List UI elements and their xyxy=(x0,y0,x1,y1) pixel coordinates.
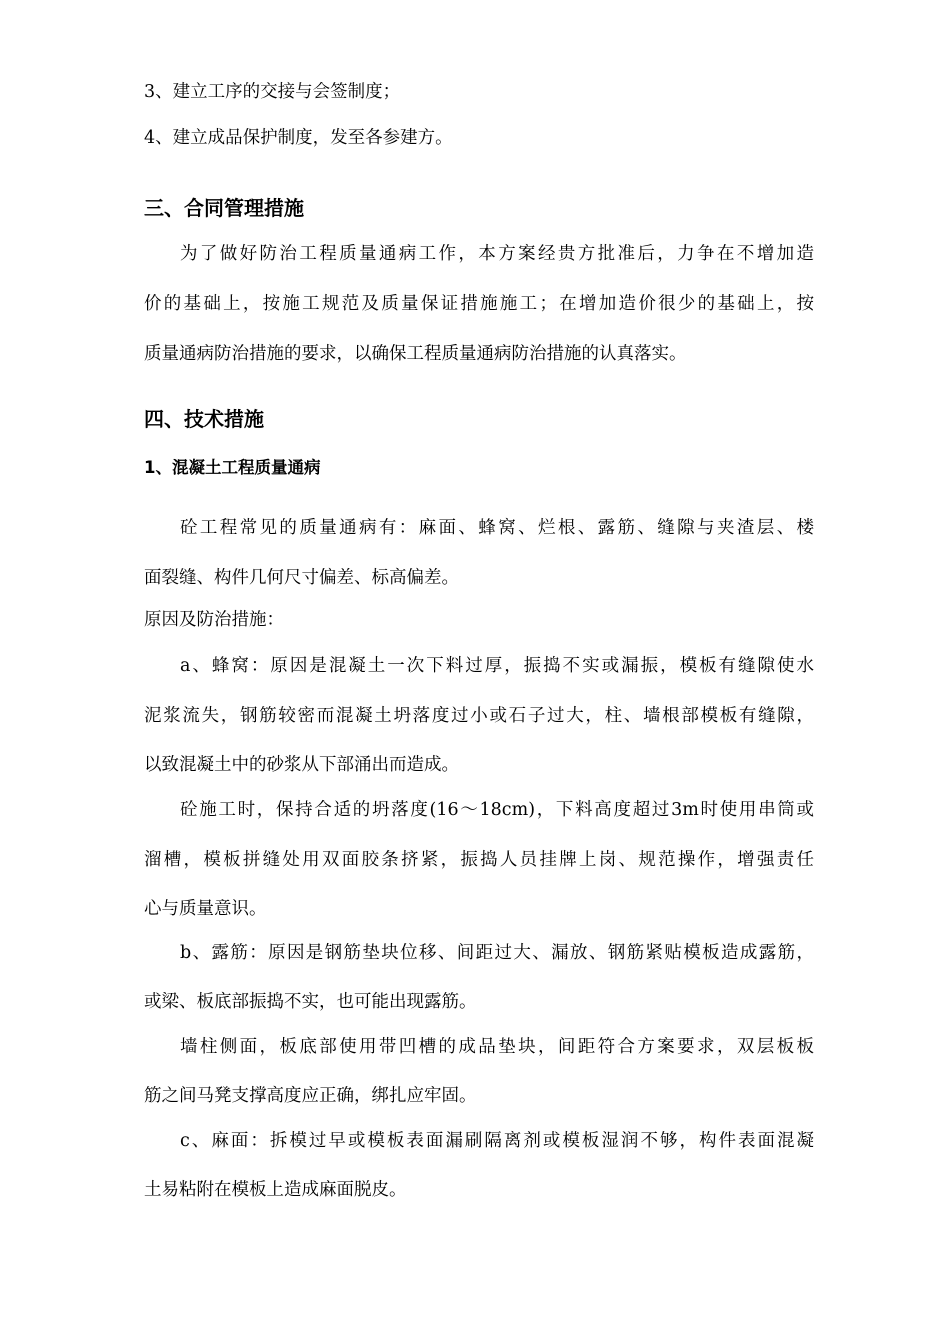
paragraph-line: 砼工程常见的质量通病有：麻面、蜂窝、烂根、露筋、缝隙与夹渣层、楼 xyxy=(180,518,814,538)
section-heading-technical: 四、技术措施 xyxy=(144,407,264,431)
paragraph-line: 泥浆流失，钢筋较密而混凝土坍落度过小或石子过大，柱、墙根部模板有缝隙， xyxy=(144,706,814,726)
paragraph-line: 面裂缝、构件几何尺寸偏差、标高偏差。 xyxy=(144,568,459,588)
paragraph-line: 砼施工时，保持合适的坍落度(16～18cm)，下料高度超过3m时使用串筒或 xyxy=(180,800,814,820)
section-heading-contract: 三、合同管理措施 xyxy=(144,196,304,220)
paragraph-line: 溜槽，模板拼缝处用双面胶条挤紧，振捣人员挂牌上岗、规范操作，增强责任 xyxy=(144,850,814,870)
paragraph-line: c、麻面：拆模过早或模板表面漏刷隔离剂或模板湿润不够，构件表面混凝 xyxy=(180,1131,814,1151)
causes-label: 原因及防治措施： xyxy=(144,610,284,630)
subsection-heading-concrete: 1、混凝土工程质量通病 xyxy=(144,458,321,477)
paragraph-line: a、蜂窝：原因是混凝土一次下料过厚，振捣不实或漏振，模板有缝隙使水 xyxy=(180,656,814,676)
paragraph-line: 墙柱侧面，板底部使用带凹槽的成品垫块，间距符合方案要求，双层板板 xyxy=(180,1037,814,1057)
list-item-4: 4、建立成品保护制度，发至各参建方。 xyxy=(144,128,453,148)
paragraph-line: 为了做好防治工程质量通病工作，本方案经贵方批准后，力争在不增加造 xyxy=(180,244,814,264)
paragraph-line: 以致混凝土中的砂浆从下部涌出而造成。 xyxy=(144,755,459,775)
paragraph-line: 筋之间马凳支撑高度应正确，绑扎应牢固。 xyxy=(144,1086,477,1106)
paragraph-line: 或梁、板底部振捣不实，也可能出现露筋。 xyxy=(144,992,477,1012)
paragraph-line: 质量通病防治措施的要求，以确保工程质量通病防治措施的认真落实。 xyxy=(144,344,687,364)
paragraph-line: 价的基础上，按施工规范及质量保证措施施工；在增加造价很少的基础上，按 xyxy=(144,294,814,314)
paragraph-line: 土易粘附在模板上造成麻面脱皮。 xyxy=(144,1180,407,1200)
paragraph-line: b、露筋：原因是钢筋垫块位移、间距过大、漏放、钢筋紧贴模板造成露筋， xyxy=(180,943,814,963)
paragraph-line: 心与质量意识。 xyxy=(144,899,267,919)
list-item-3: 3、建立工序的交接与会签制度； xyxy=(144,82,401,102)
